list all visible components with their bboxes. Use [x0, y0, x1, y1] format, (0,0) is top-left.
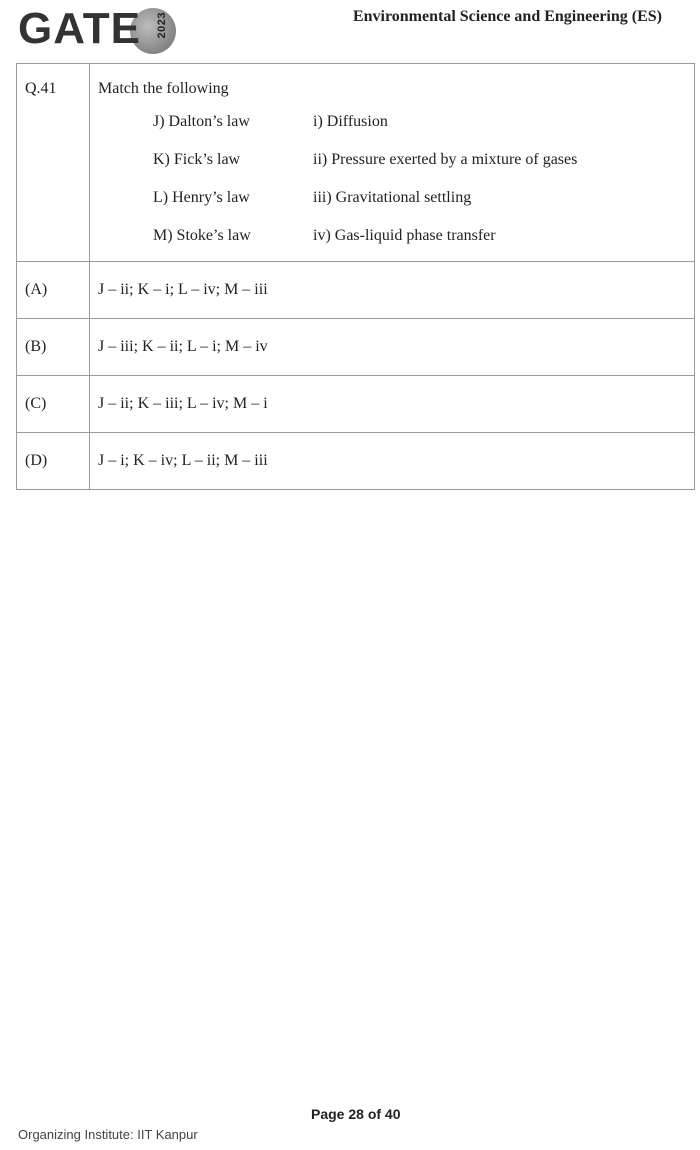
question-number: Q.41	[17, 64, 90, 262]
question-row	[17, 64, 695, 262]
right-item: iv) Gas-liquid phase transfer	[313, 227, 496, 244]
option-text: J – ii; K – i; L – iv; M – iii	[90, 262, 695, 319]
option-row-b	[17, 319, 695, 376]
right-item: iii) Gravitational settling	[313, 189, 472, 206]
option-label: (A)	[17, 262, 90, 319]
option-label: (B)	[17, 319, 90, 376]
option-text: J – ii; K – iii; L – iv; M – i	[90, 376, 695, 433]
question-body	[90, 64, 695, 262]
subject-title: Environmental Science and Engineering (ES)	[352, 8, 662, 25]
option-row-c	[17, 376, 695, 433]
question-table	[16, 63, 695, 490]
option-text: J – iii; K – ii; L – i; M – iv	[90, 319, 695, 376]
match-pairs	[153, 112, 694, 261]
logo-year: 2023	[156, 12, 168, 39]
option-text: J – i; K – iv; L – ii; M – iii	[90, 433, 695, 490]
right-item: ii) Pressure exerted by a mixture of gases	[313, 151, 578, 168]
left-item: L) Henry’s law	[153, 189, 250, 206]
question-prompt: Match the following	[98, 80, 229, 97]
gate-logo	[18, 4, 178, 53]
option-row-a	[17, 262, 695, 319]
option-label: (C)	[17, 376, 90, 433]
page-number: Page 28 of 40	[311, 1106, 401, 1122]
left-item: K) Fick’s law	[153, 151, 241, 168]
option-row-d	[17, 433, 695, 490]
left-item: M) Stoke’s law	[153, 227, 251, 244]
logo-text: GATE	[18, 4, 141, 53]
left-item: J) Dalton’s law	[153, 113, 250, 130]
option-label: (D)	[17, 433, 90, 490]
organizer-text: Organizing Institute: IIT Kanpur	[18, 1127, 198, 1142]
right-item: i) Diffusion	[313, 113, 388, 130]
